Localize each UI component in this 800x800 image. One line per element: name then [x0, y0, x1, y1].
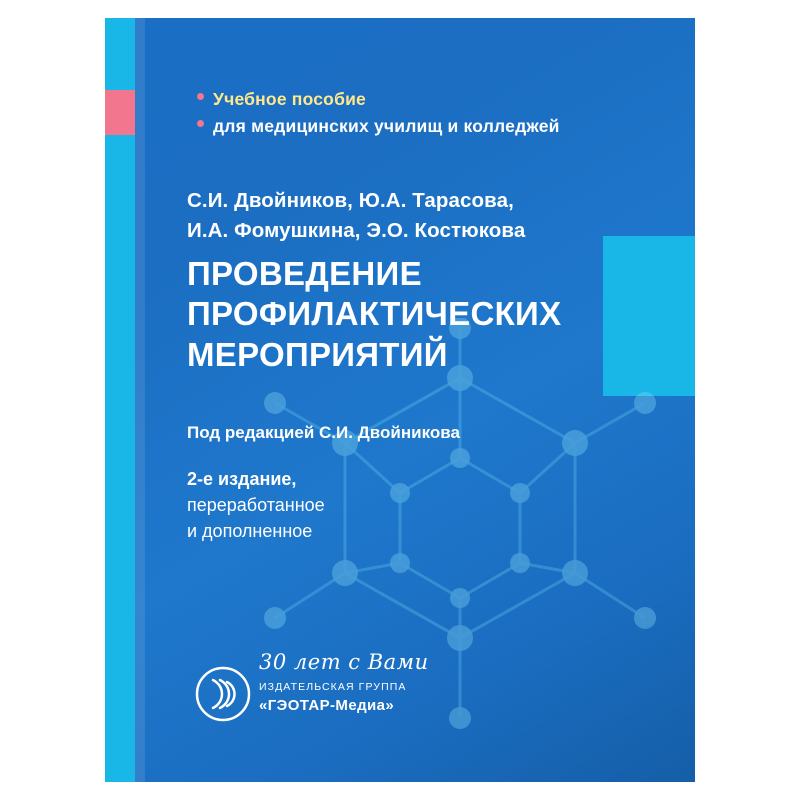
kicker-line-1: Учебное пособие [213, 89, 366, 109]
publisher-logo-icon [195, 666, 251, 722]
bullet-dot-icon [197, 93, 204, 100]
bullet-dot-icon [197, 120, 204, 127]
book-cover [105, 18, 695, 782]
edition-line-3: и дополненное [187, 521, 313, 542]
edition-block [187, 466, 587, 544]
kicker-line-1-row [213, 86, 673, 113]
title-line-2: ПРОФИЛАКТИЧЕСКИХ [187, 295, 562, 333]
publisher-group-label: ИЗДАТЕЛЬСКАЯ ГРУППА [259, 681, 407, 693]
authors-line-2: И.А. Фомушкина, Э.О. Костюкова [187, 218, 526, 242]
publisher-name: «ГЭОТАР-Медиа» [259, 697, 395, 714]
kicker-line-2: для медицинских училищ и колледжей [213, 116, 560, 137]
kicker-line-2-row [213, 113, 673, 140]
editor-credit: Под редакцией С.И. Двойникова [187, 423, 460, 442]
title-line-3: МЕРОПРИЯТИЙ [187, 335, 448, 373]
edition-line-1: 2-е издание, [187, 469, 297, 489]
title-line-1: ПРОВЕДЕНИЕ [187, 255, 422, 292]
authors-line-1: С.И. Двойников, Ю.А. Тарасова, [187, 189, 514, 212]
cover-content [105, 18, 695, 782]
edition-line-2: переработанное [187, 495, 325, 516]
book-title [187, 254, 687, 375]
cover-kicker [213, 86, 673, 140]
publisher-block [187, 650, 607, 730]
publisher-anniversary: 30 лет с Вами [259, 650, 429, 674]
authors-block [187, 186, 657, 245]
